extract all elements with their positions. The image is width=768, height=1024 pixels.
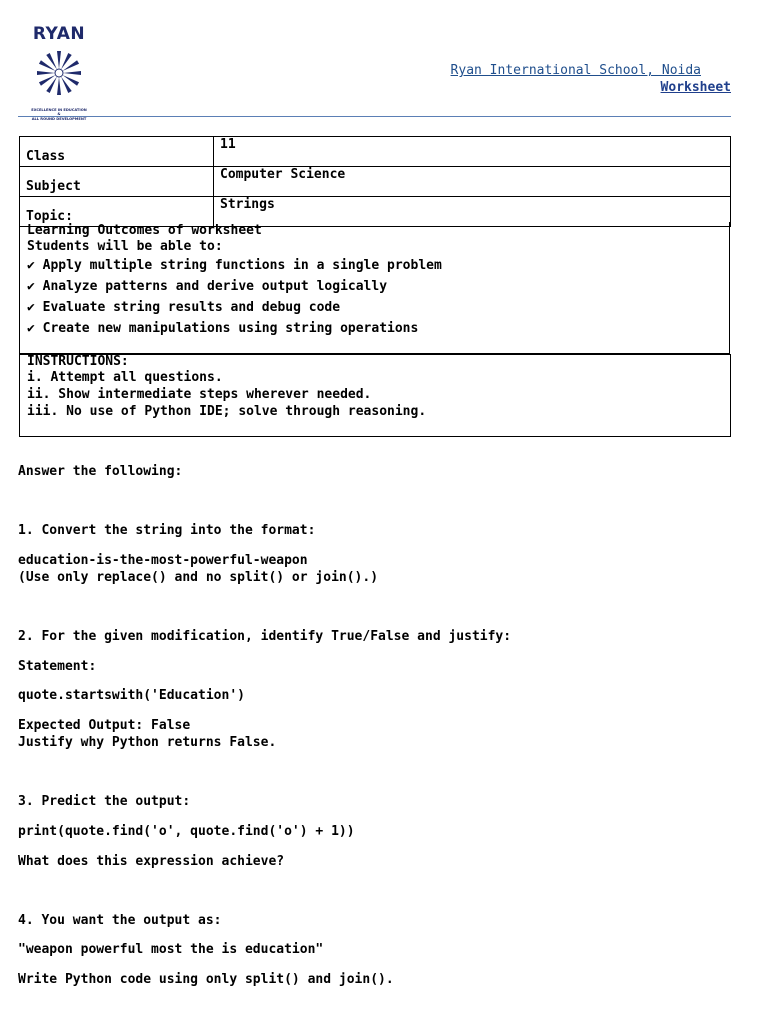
- class-label: Class: [20, 137, 214, 167]
- question-3-ask: What does this expression achieve?: [18, 854, 285, 869]
- logo-wordmark: RYAN: [32, 24, 86, 44]
- question-4: 4. You want the output as:: [18, 913, 222, 928]
- learning-outcomes-box: [19, 222, 730, 354]
- question-3-code: print(quote.find('o', quote.find('o') + 1)): [18, 824, 355, 839]
- class-row: [20, 137, 731, 167]
- outcome-item: ✔ Apply multiple string functions in a single problem: [27, 258, 442, 273]
- answer-heading: Answer the following:: [18, 464, 183, 479]
- outcomes-title: Learning Outcomes of worksheet: [27, 223, 262, 238]
- instructions-title: INSTRUCTIONS:: [27, 354, 129, 369]
- question-1-target: education-is-the-most-powerful-weapon: [18, 553, 308, 568]
- school-logo: [26, 24, 92, 121]
- logo-motto: EXCELLENCE IN EDUCATION & ALL ROUND DEVELOPMENT: [31, 108, 87, 121]
- outcomes-intro: Students will be able to:: [27, 239, 223, 254]
- question-2-statement-label: Statement:: [18, 659, 97, 674]
- outcome-item: ✔ Create new manipulations using string operations: [27, 321, 419, 336]
- question-4-target: "weapon powerful most the is education": [18, 942, 324, 957]
- question-2-code: quote.startswith('Education'): [18, 688, 245, 703]
- instruction-item: iii. No use of Python IDE; solve through reasoning.: [27, 404, 427, 419]
- outcome-item: ✔ Analyze patterns and derive output logically: [27, 279, 388, 294]
- subject-label: Subject: [20, 167, 214, 197]
- question-4-ask: Write Python code using only split() and join().: [18, 972, 394, 987]
- question-2-expected: Expected Output: False: [18, 718, 191, 733]
- subject-value: Computer Science: [214, 167, 731, 197]
- question-1: 1. Convert the string into the format:: [18, 523, 316, 538]
- class-value: 11: [214, 137, 731, 167]
- question-2: 2. For the given modification, identify True/False and justify:: [18, 629, 512, 644]
- subject-row: [20, 167, 731, 197]
- instruction-item: i. Attempt all questions.: [27, 370, 223, 385]
- instruction-item: ii. Show intermediate steps wherever needed.: [27, 387, 372, 402]
- instructions-box: [19, 354, 731, 437]
- question-2-justify: Justify why Python returns False.: [18, 735, 277, 750]
- worksheet-info-table: [19, 136, 731, 227]
- logo-emblem-icon: [32, 46, 86, 106]
- topic-label: Topic:: [20, 197, 214, 227]
- header-divider: [18, 116, 731, 117]
- question-1-note: (Use only replace() and no split() or join().): [18, 570, 379, 585]
- topic-value: Strings: [214, 197, 731, 227]
- outcome-item: ✔ Evaluate string results and debug code: [27, 300, 341, 315]
- question-3: 3. Predict the output:: [18, 794, 191, 809]
- document-type-link[interactable]: Worksheet: [660, 80, 731, 95]
- school-name-link[interactable]: Ryan International School, Noida: [450, 63, 701, 78]
